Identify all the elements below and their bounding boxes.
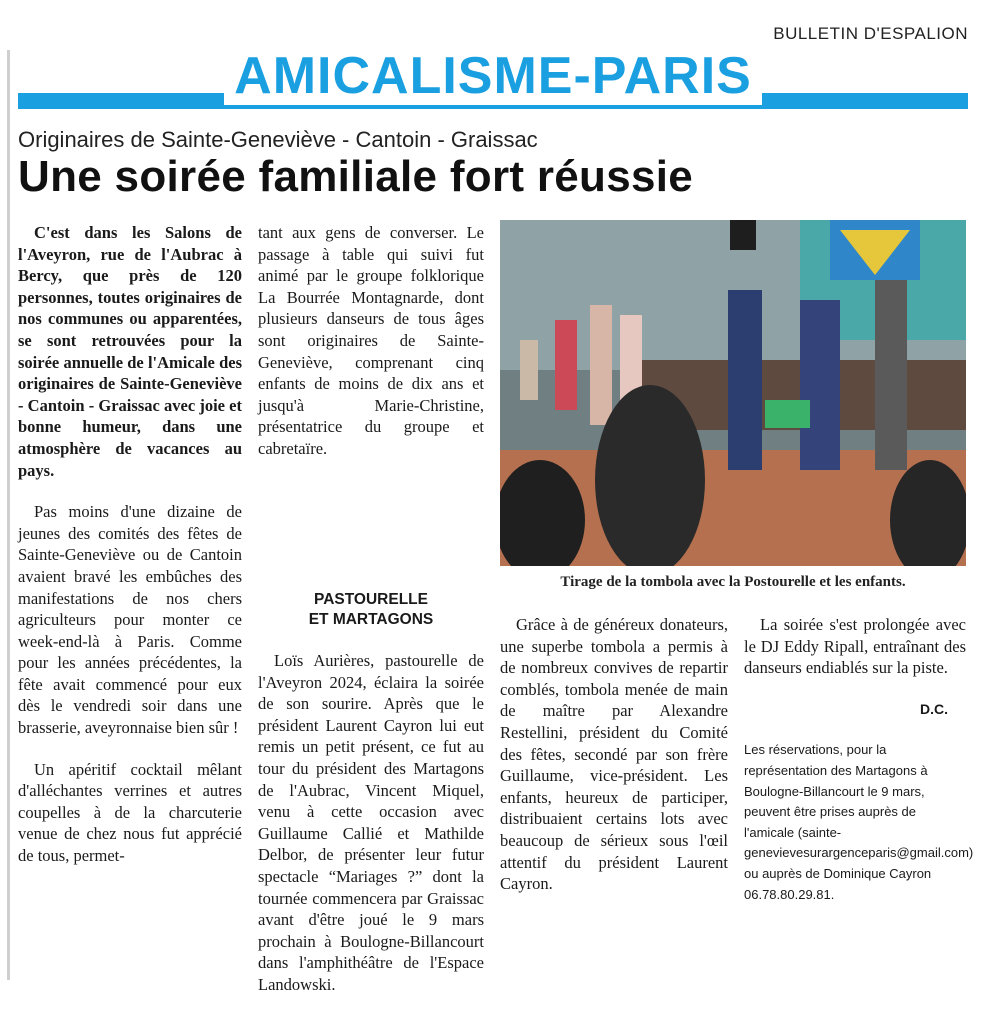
paragraph-4: Loïs Aurières, pastourelle de l'Aveyron 2024, éclaira la soirée de son sourire. Après que le président Laurent Cayron lui eut remis un petit présent, ce fut au tour du président des Martagons de l'Aubrac, Vincent Miquel, venu à cette occasion avec Guillaume Callié et Mathilde Delbor, de présenter leur futur spectacle “Mariages ?” dont la tournée commencera par Graissac avant d'être joué le 9 mars prochain à Boulogne-Billancourt dans l'amphithéâtre de l'Espace Landowski. — [258, 651, 484, 994]
column-4 — [744, 614, 974, 905]
subhead — [258, 590, 484, 630]
headline: Une soirée familiale fort réussie — [18, 152, 694, 201]
column-2 — [258, 222, 484, 480]
section-title: AMICALISME-PARIS — [224, 47, 762, 105]
column-3 — [500, 614, 728, 915]
paragraph-3: Un apéritif cocktail mêlant d'alléchantes verrines et autres coupelles à de la charcuterie venue de chez nous fut apprécié de tous, permet- — [18, 759, 242, 866]
column-1 — [18, 222, 242, 887]
subhead-line-1: PASTOURELLE — [314, 591, 428, 608]
page-edge — [7, 50, 10, 980]
reservation-note: Les réservations, pour la représentation des Martagons à Boulogne-Billancourt le 9 mars, peuvent être prises auprès de l'amicale (sainte-genevievesurargenceparis@gmail.com) ou auprès de Dominique Cayron 06.78.80.29.81. — [744, 742, 974, 902]
paragraph-5: Grâce à de généreux donateurs, une superbe tombola a permis à de nombreux convives de repartir comblés, tombola menée de main de maître par Alexandre Restellini, président du Comité des fêtes, secondé par son frère Guillaume, vice-président. Les enfants, heureux de participer, distribuaient certains lots avec beaucoup de sérieux sous l'œil attentif du président Laurent Cayron. — [500, 615, 728, 894]
section-title-wrap — [18, 46, 968, 106]
publication-name: BULLETIN D'ESPALION — [773, 24, 968, 43]
paragraph-3-continued: tant aux gens de converser. Le passage à table qui suivi fut animé par le groupe folklorique La Bourrée Montagnarde, dont plusieurs danseurs de tous âges sont originaires de Sainte-Geneviève, comprenant cinq enfants de moins de dix ans et jusqu'à Marie-Christine, présentatrice du groupe et cabretaïre. — [258, 223, 484, 458]
event-photo — [500, 220, 966, 566]
kicker: Originaires de Sainte-Geneviève - Cantoin - Graissac — [18, 127, 538, 152]
paragraph-2: Pas moins d'une dizaine de jeunes des comités des fêtes de Sainte-Geneviève ou de Cantoin avaient bravé les embûches des manifestations de nos chers agriculteurs pour monter ce week-end-là à Paris. Comme pour les années précédentes, la fête avait commencé pour eux dès le vendredi soir dans une brasserie, aveyronnaise bien sûr ! — [18, 502, 242, 738]
paragraph-6: La soirée s'est prolongée avec le DJ Eddy Ripall, entraînant des danseurs endiablés sur la piste. — [744, 615, 966, 678]
author-signature: D.C. — [920, 700, 948, 717]
lead-paragraph: C'est dans les Salons de l'Aveyron, rue de l'Aubrac à Bercy, que près de 120 personnes, toutes originaires de nos communes ou apparentées, se sont retrouvées pour la soirée annuelle de l'Amicale des originaires de Sainte-Geneviève - Cantoin - Graissac avec joie et bonne humeur, dans une atmosphère de vacances au pays. — [18, 223, 242, 480]
photo-illustration — [500, 220, 966, 566]
photo-caption: Tirage de la tombola avec la Postourelle et les enfants. — [560, 574, 906, 590]
subhead-line-2: ET MARTAGONS — [308, 611, 434, 628]
column-2-lower — [258, 572, 484, 1016]
